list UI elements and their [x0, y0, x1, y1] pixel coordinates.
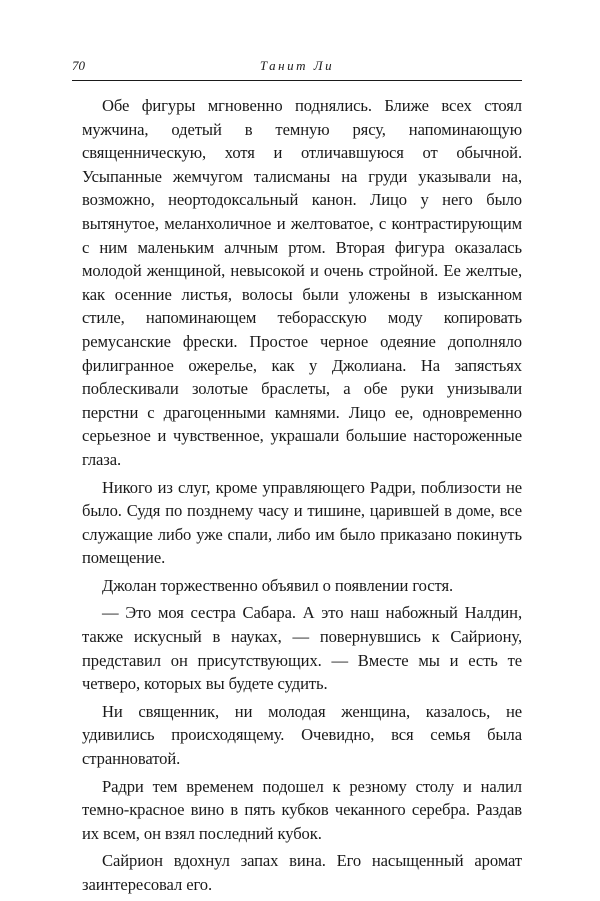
- paragraph: Ни священник, ни молодая женщина, казалось, не удивились происходящему. Очевидно, вся семья была странноватой.: [82, 701, 522, 769]
- paragraph: Сайрион вдохнул запах вина. Его насыщенный аромат заинтересовал его.: [82, 851, 522, 894]
- page-number: 70: [72, 58, 85, 73]
- author-name: Танит Ли: [259, 58, 335, 73]
- paragraph: Никого из слуг, кроме управляющего Радри, поблизости не было. Судя по позднему часу и тишине, царившей в доме, все служащие либо уже спали, либо им было приказано покинуть помещение.: [82, 477, 522, 568]
- paragraph: Джолан торжественно объявил о появлении гостя.: [102, 575, 454, 595]
- paragraph: — Это моя сестра Сабара. А это наш набожный Налдин, также искусный в науках, — повернувшись к Сайриону, представил он присутствующих. — Вместе мы и есть те четверо, которых вы будете судить.: [82, 603, 522, 694]
- paragraph: Радри тем временем подошел к резному столу и налил темно-красное вино в пять кубков чеканного серебра. Раздав их всем, он взял последний кубок.: [82, 776, 522, 843]
- body-text: [82, 94, 522, 901]
- running-head: [72, 58, 522, 80]
- header-divider: [72, 80, 522, 81]
- paragraph: Обе фигуры мгновенно поднялись. Ближе всех стоял мужчина, одетый в темную рясу, напоминающую священническую, хотя и отличавшуюся от обычной. Усыпанные жемчугом талисманы на груди указывали на, возможно, неортодоксальный канон. Лицо у него было вытянутое, меланхоличное и желтоватое, с контрастирующим с ним маленьким алчным ртом. Вторая фигура оказалась молодой женщиной, невысокой и очень стройной. Ее желтые, как осенние листья, волосы были уложены в изысканном стиле, напоминающем теборасскую моду копировать ремусанские фрески. Простое черное одеяние дополняло филигранное ожерелье, как у Джолиана. На запястьях поблескивали золотые браслеты, а обе руки унизывали перстни с драгоценными камнями. Лицо ее, одновременно серьезное и чувственное, украшали большие настороженные глаза.: [82, 96, 522, 469]
